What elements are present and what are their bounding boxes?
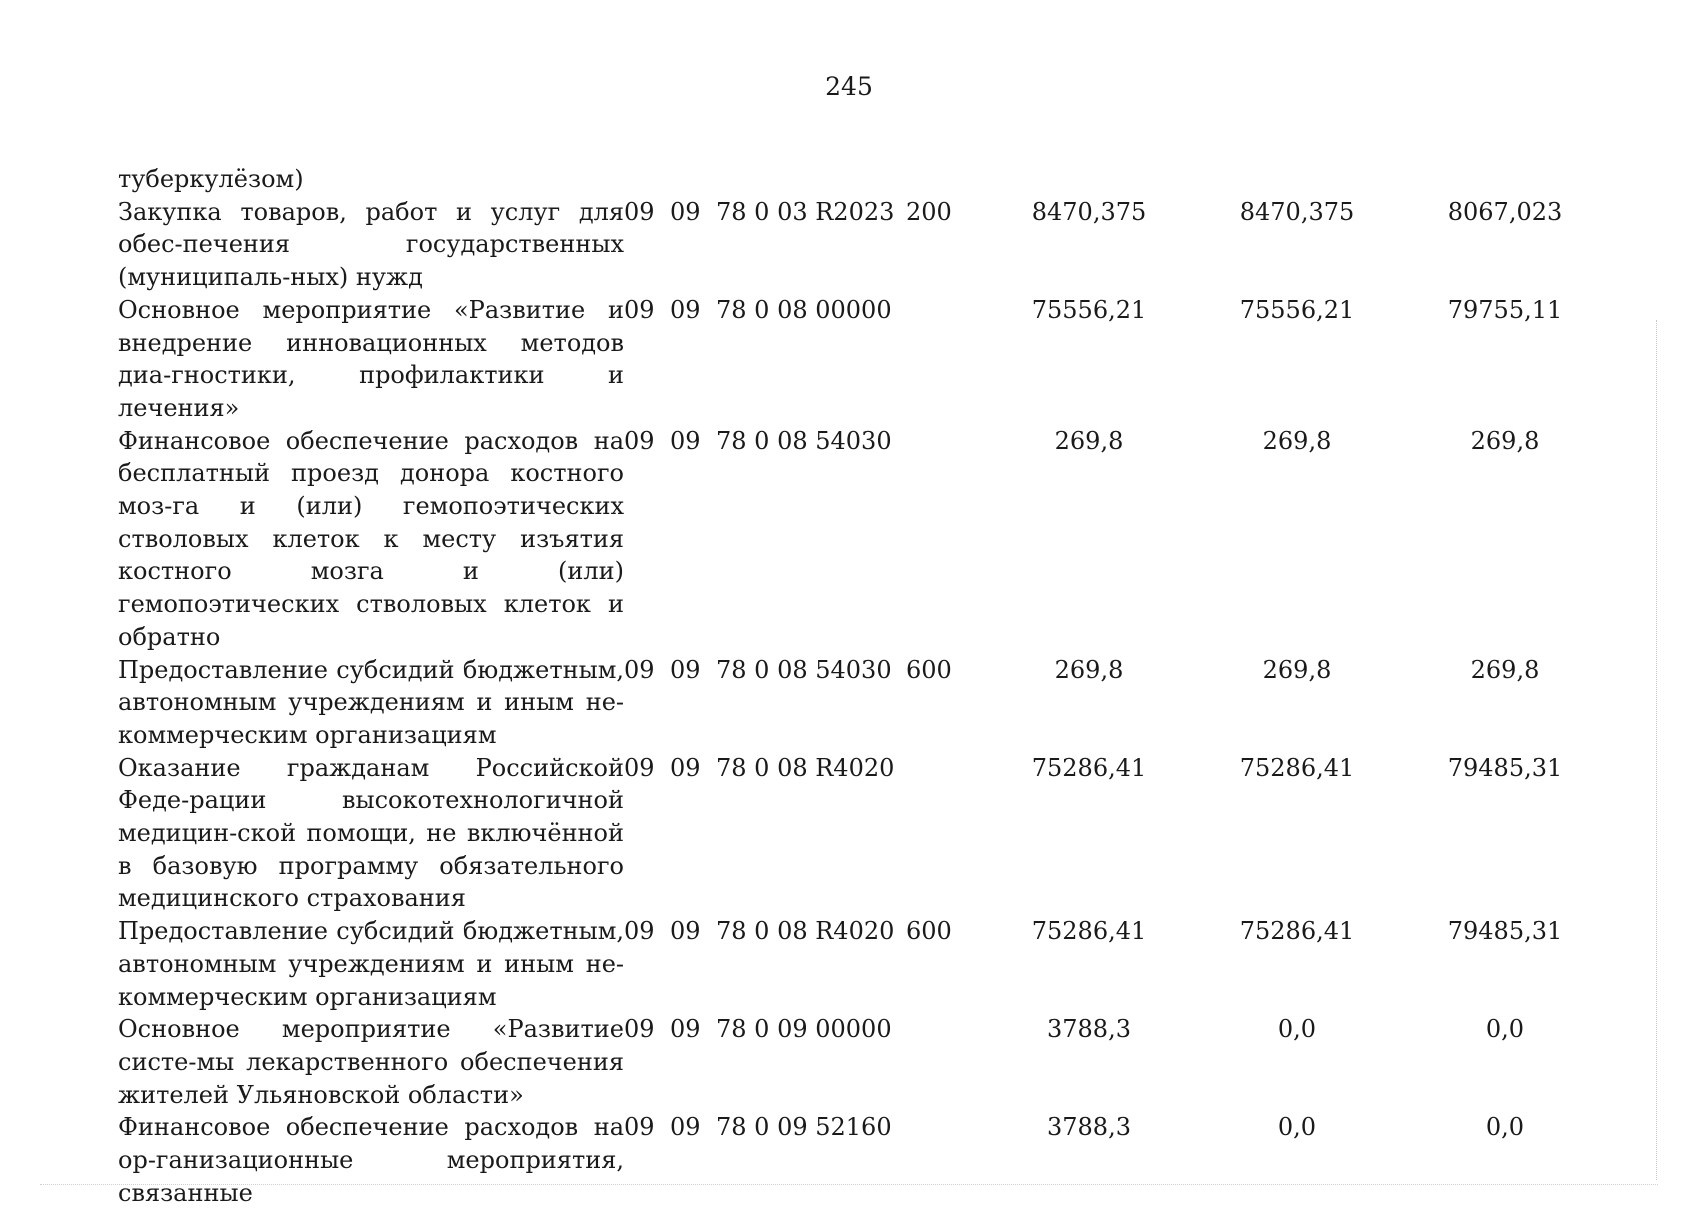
row-value-2: 75286,41 bbox=[1239, 753, 1355, 782]
row-expense-type bbox=[906, 752, 986, 916]
row-subsection: 09 bbox=[670, 655, 701, 684]
row-name: Предоставление субсидий бюджетным, автономным учреждениям и иным не-коммерческим организациям bbox=[118, 655, 624, 749]
row-expense-type bbox=[906, 1013, 986, 1111]
row-value-3: 269,8 bbox=[1470, 426, 1540, 455]
row-section: 09 bbox=[624, 295, 655, 324]
row-value-3 bbox=[1402, 163, 1608, 196]
table-row bbox=[118, 294, 1608, 425]
scan-bottom-mark bbox=[40, 1184, 1658, 1186]
row-section: 09 bbox=[624, 426, 655, 455]
row-subsection: 09 bbox=[670, 197, 701, 226]
row-target-code: 78 0 08 R4020 bbox=[716, 917, 895, 946]
budget-table bbox=[118, 163, 1608, 1210]
row-value-2: 8470,375 bbox=[1239, 197, 1355, 226]
row-expense-type: 200 bbox=[906, 197, 952, 226]
row-value-3: 79755,11 bbox=[1447, 295, 1563, 324]
row-expense-type: 600 bbox=[906, 655, 952, 684]
table-row bbox=[118, 1013, 1608, 1111]
row-value-2: 269,8 bbox=[1262, 655, 1332, 684]
row-target-code bbox=[716, 163, 906, 196]
row-value-2: 269,8 bbox=[1262, 426, 1332, 455]
row-value-1: 269,8 bbox=[1054, 426, 1124, 455]
row-subsection: 09 bbox=[670, 426, 701, 455]
row-value-1 bbox=[986, 163, 1192, 196]
row-target-code: 78 0 09 00000 bbox=[716, 1015, 892, 1044]
row-subsection: 09 bbox=[670, 753, 701, 782]
row-name: Оказание гражданам Российской Феде-рации высокотехнологичной медицин-ской помощи, не включённой в базовую программу обязательного медицинского страхования bbox=[118, 753, 624, 913]
table-row bbox=[118, 196, 1608, 294]
row-value-1: 8470,375 bbox=[1031, 197, 1147, 226]
row-value-2: 75286,41 bbox=[1239, 917, 1355, 946]
row-name: Закупка товаров, работ и услуг для обес-печения государственных (муниципаль-ных) нужд bbox=[118, 197, 624, 292]
row-value-3: 0,0 bbox=[1485, 1113, 1525, 1142]
row-value-1: 75286,41 bbox=[1031, 917, 1147, 946]
table-row bbox=[118, 915, 1608, 1013]
row-value-3: 0,0 bbox=[1485, 1015, 1525, 1044]
row-subsection bbox=[670, 163, 716, 196]
table-row bbox=[118, 752, 1608, 916]
row-value-1: 3788,3 bbox=[1047, 1113, 1131, 1142]
row-subsection: 09 bbox=[670, 295, 701, 324]
row-expense-type bbox=[906, 425, 986, 654]
row-target-code: 78 0 09 52160 bbox=[716, 1113, 892, 1142]
row-value-2: 75556,21 bbox=[1239, 295, 1355, 324]
row-expense-type bbox=[906, 1111, 986, 1209]
row-value-1: 75556,21 bbox=[1031, 295, 1147, 324]
row-section: 09 bbox=[624, 1113, 655, 1142]
row-subsection: 09 bbox=[670, 917, 701, 946]
row-target-code: 78 0 03 R2023 bbox=[716, 197, 895, 226]
row-section: 09 bbox=[624, 917, 655, 946]
row-value-1: 269,8 bbox=[1054, 655, 1124, 684]
row-target-code: 78 0 08 00000 bbox=[716, 295, 892, 324]
row-expense-type bbox=[906, 163, 986, 196]
row-expense-type bbox=[906, 294, 986, 425]
row-value-1: 75286,41 bbox=[1031, 753, 1147, 782]
row-section: 09 bbox=[624, 753, 655, 782]
table-row bbox=[118, 425, 1608, 654]
row-subsection: 09 bbox=[670, 1015, 701, 1044]
table-row bbox=[118, 163, 1608, 196]
row-value-1: 3788,3 bbox=[1047, 1015, 1131, 1044]
row-expense-type: 600 bbox=[906, 917, 952, 946]
row-value-3: 79485,31 bbox=[1447, 917, 1563, 946]
row-target-code: 78 0 08 54030 bbox=[716, 655, 892, 684]
page-number: 245 bbox=[825, 72, 873, 101]
row-name: Финансовое обеспечение расходов на бесплатный проезд донора костного моз-га и (или) гемопоэтических стволовых клеток к месту изъятия костного мозга и (или) гемопоэтических стволовых клеток и обратно bbox=[118, 426, 624, 651]
row-section: 09 bbox=[624, 197, 655, 226]
row-target-code: 78 0 08 R4020 bbox=[716, 753, 895, 782]
row-target-code: 78 0 08 54030 bbox=[716, 426, 892, 455]
row-value-3: 269,8 bbox=[1470, 655, 1540, 684]
table-row bbox=[118, 654, 1608, 752]
row-section: 09 bbox=[624, 655, 655, 684]
row-value-3: 8067,023 bbox=[1447, 197, 1563, 226]
row-value-2: 0,0 bbox=[1277, 1015, 1317, 1044]
row-subsection: 09 bbox=[670, 1113, 701, 1142]
row-name: Финансовое обеспечение расходов на ор-ганизационные мероприятия, связанные bbox=[118, 1113, 624, 1207]
row-name: Основное мероприятие «Развитие и внедрение инновационных методов диа-гностики, профилактики и лечения» bbox=[118, 295, 624, 422]
row-section: 09 bbox=[624, 1015, 655, 1044]
row-value-2: 0,0 bbox=[1277, 1113, 1317, 1142]
row-name: Основное мероприятие «Развитие систе-мы лекарственного обеспечения жителей Ульяновской области» bbox=[118, 1015, 624, 1109]
row-section bbox=[624, 163, 670, 196]
table-row bbox=[118, 1111, 1608, 1209]
row-value-2 bbox=[1192, 163, 1402, 196]
row-name: Предоставление субсидий бюджетным, автономным учреждениям и иным не-коммерческим организациям bbox=[118, 917, 624, 1011]
row-name: туберкулёзом) bbox=[118, 165, 304, 193]
scan-edge-mark bbox=[1656, 320, 1658, 1180]
row-value-3: 79485,31 bbox=[1447, 753, 1563, 782]
